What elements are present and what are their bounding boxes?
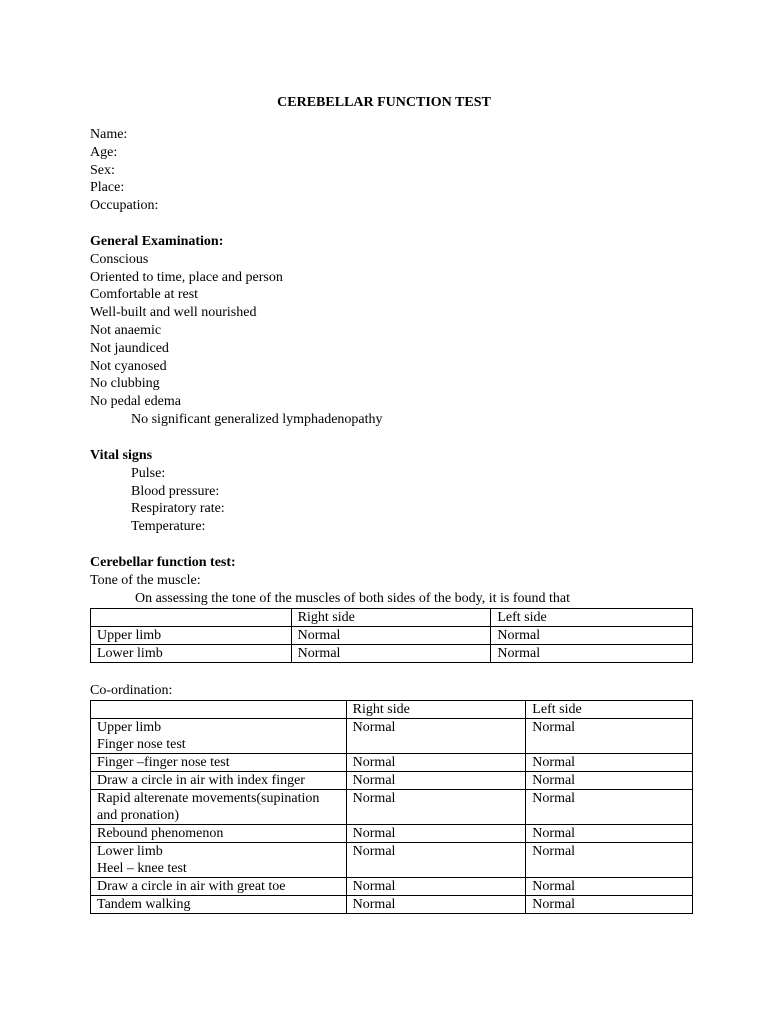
general-examination-section [90, 233, 383, 429]
exam-item: Not jaundiced [90, 340, 169, 356]
exam-item: Comfortable at rest [90, 287, 199, 303]
table-row [91, 754, 693, 772]
exam-item: Well-built and well nourished [90, 305, 257, 321]
header-cell [91, 609, 292, 627]
left-side-cell: Normal [526, 719, 693, 754]
test-line: Upper limb [97, 720, 162, 735]
test-line: Draw a circle in air with index finger [97, 773, 305, 788]
table-row [91, 645, 693, 663]
table-row [91, 790, 693, 825]
table-row [91, 825, 693, 843]
left-side-cell: Normal [491, 645, 693, 663]
test-line: Heel – knee test [97, 861, 187, 876]
header-cell: Right side [291, 609, 491, 627]
left-side-cell: Normal [491, 627, 693, 645]
test-cell [91, 843, 347, 878]
vital-pulse: Pulse: [131, 465, 166, 481]
coordination-label: Co-ordination: [90, 683, 173, 698]
left-side-cell: Normal [526, 790, 693, 825]
field-occupation: Occupation: [90, 198, 159, 214]
table-row [91, 843, 693, 878]
header-cell: Left side [526, 701, 693, 719]
tone-table [90, 608, 693, 663]
test-line: Rapid alterenate movements(supination [97, 791, 320, 806]
field-name: Name: [90, 127, 128, 142]
test-cell [91, 754, 347, 772]
test-line: Finger –finger nose test [97, 755, 230, 770]
right-side-cell: Normal [346, 754, 526, 772]
vital-signs-heading: Vital signs [90, 448, 153, 463]
exam-item: No clubbing [90, 376, 160, 392]
test-cell [91, 878, 347, 896]
field-place: Place: [90, 180, 125, 196]
cerebellar-section [90, 554, 570, 607]
test-cell [91, 790, 347, 825]
left-side-cell: Normal [526, 772, 693, 790]
field-age: Age: [90, 144, 118, 160]
exam-item: No pedal edema [90, 394, 181, 410]
exam-item-indented: No significant generalized lymphadenopathy [131, 411, 383, 427]
cerebellar-heading: Cerebellar function test: [90, 555, 236, 570]
exam-item: Not anaemic [90, 322, 162, 338]
test-line: Draw a circle in air with great toe [97, 879, 286, 894]
left-side-cell: Normal [526, 754, 693, 772]
right-side-cell: Normal [346, 878, 526, 896]
vital-temperature: Temperature: [131, 519, 206, 535]
vital-signs-section [90, 447, 225, 536]
left-side-cell: Normal [526, 896, 693, 914]
general-examination-heading: General Examination: [90, 234, 224, 249]
test-cell [91, 719, 347, 754]
table-row [91, 627, 693, 645]
page-title: CEREBELLAR FUNCTION TEST [277, 95, 491, 110]
right-side-cell: Normal [346, 843, 526, 878]
test-line: and pronation) [97, 808, 180, 823]
left-side-cell: Normal [526, 825, 693, 843]
right-side-cell: Normal [291, 645, 491, 663]
test-line: Rebound phenomenon [97, 826, 224, 841]
header-cell [91, 701, 347, 719]
right-side-cell: Normal [346, 896, 526, 914]
exam-item: Not cyanosed [90, 358, 167, 374]
left-side-cell: Normal [526, 843, 693, 878]
test-cell [91, 896, 347, 914]
tone-sentence: On assessing the tone of the muscles of both sides of the body, it is found that [135, 590, 570, 606]
table-row [91, 772, 693, 790]
right-side-cell: Normal [346, 790, 526, 825]
header-cell: Right side [346, 701, 526, 719]
right-side-cell: Normal [346, 825, 526, 843]
test-line: Lower limb [97, 844, 163, 859]
vital-respiratory-rate: Respiratory rate: [131, 501, 225, 517]
table-row [91, 719, 693, 754]
right-side-cell: Normal [291, 627, 491, 645]
header-cell: Left side [491, 609, 693, 627]
personal-fields [90, 126, 158, 215]
limb-cell: Lower limb [91, 645, 292, 663]
coordination-label-block [90, 682, 172, 700]
table-header-row [91, 701, 693, 719]
field-sex: Sex: [90, 162, 115, 178]
exam-item: Oriented to time, place and person [90, 269, 283, 285]
test-cell [91, 772, 347, 790]
test-cell [91, 825, 347, 843]
table-row [91, 878, 693, 896]
coordination-table [90, 700, 693, 914]
table-header-row [91, 609, 693, 627]
right-side-cell: Normal [346, 719, 526, 754]
right-side-cell: Normal [346, 772, 526, 790]
test-line: Finger nose test [97, 737, 186, 752]
test-line: Tandem walking [97, 897, 191, 912]
left-side-cell: Normal [526, 878, 693, 896]
exam-item: Conscious [90, 251, 149, 267]
vital-blood-pressure: Blood pressure: [131, 483, 220, 499]
table-row [91, 896, 693, 914]
limb-cell: Upper limb [91, 627, 292, 645]
tone-label: Tone of the muscle: [90, 572, 201, 588]
